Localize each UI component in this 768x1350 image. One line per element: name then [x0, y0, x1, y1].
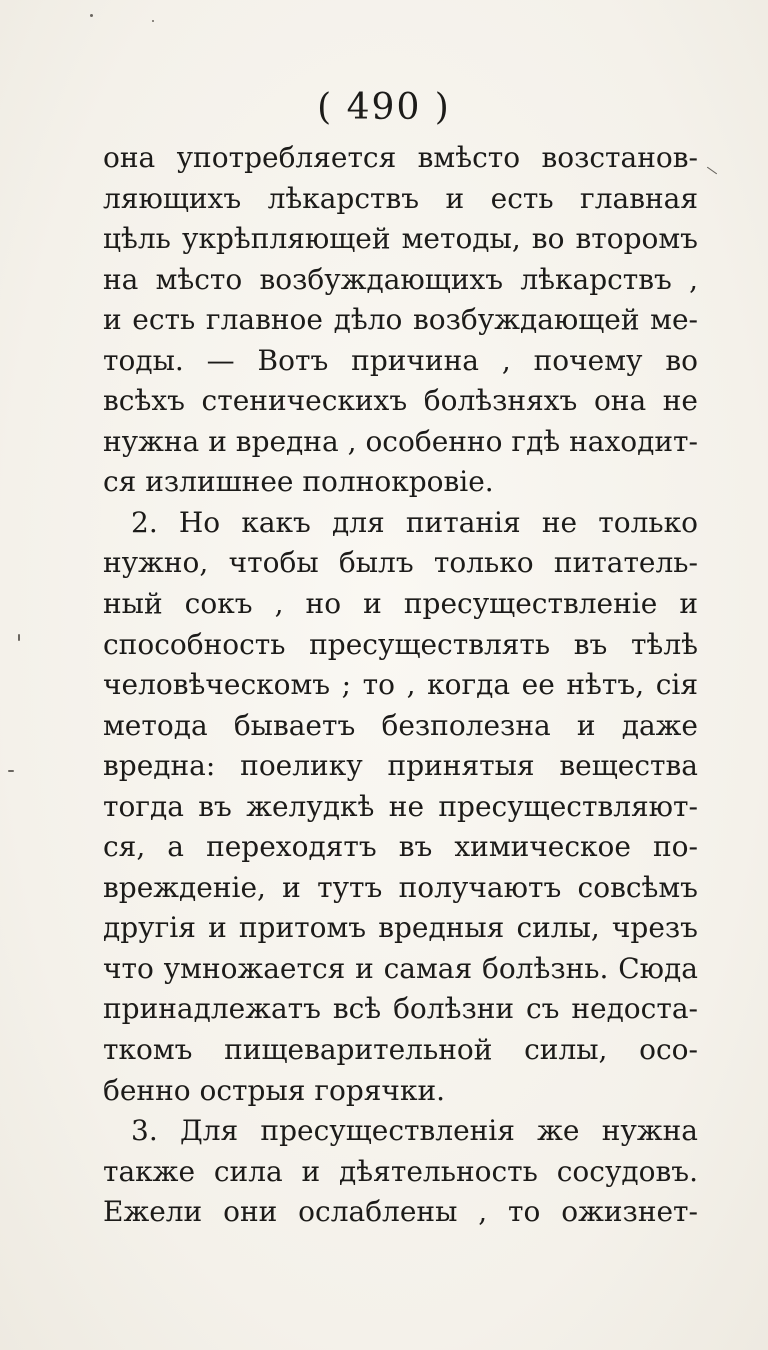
- paper-speck: [90, 14, 93, 17]
- text-line: способность пресуществлять въ тѣлѣ: [103, 627, 698, 661]
- text-line: и есть главное дѣло возбуждающей ме-: [103, 303, 698, 337]
- text-line: 3. Для пресуществленія же нужна: [131, 1114, 698, 1148]
- text-line: человѣческомъ ; то , когда ее нѣтъ, сія: [103, 668, 698, 702]
- paper-speck: [18, 634, 20, 641]
- text-line: на мѣсто возбуждающихъ лѣкарствъ ,: [103, 262, 698, 296]
- text-line: другія и притомъ вредныя силы, чрезъ: [103, 911, 698, 945]
- text-line: метода бываетъ безполезна и даже: [103, 708, 698, 742]
- text-line: тогда въ желудкѣ не пресуществляют-: [103, 789, 698, 823]
- text-line: 2. Но какъ для питанія не только: [131, 505, 698, 539]
- text-line: ный сокъ , но и пресуществленіе и: [103, 587, 698, 621]
- page-number: ( 490 ): [317, 87, 451, 128]
- text-line: ляющихъ лѣкарствъ и есть главная: [103, 181, 698, 215]
- text-line: бенно острыя горячки.: [103, 1073, 446, 1107]
- text-line: цѣль укрѣпляющей методы, во второмъ: [103, 222, 698, 256]
- text-line: нужно, чтобы былъ только питатель-: [103, 546, 698, 580]
- text-line: она употребляется вмѣсто возстанов-: [103, 141, 698, 174]
- text-line: нужна и вредна , особенно гдѣ находит-: [103, 424, 698, 458]
- text-line: Ежели они ослаблены , то ожизнет-: [103, 1195, 698, 1229]
- text-line: что умножается и самая болѣзнь. Сюда: [103, 951, 698, 985]
- text-line: тоды. — Вотъ причина , почему во: [103, 343, 698, 377]
- text-line: ся, а переходятъ въ химическое по-: [103, 830, 698, 864]
- paper-speck: [8, 770, 14, 772]
- paper-speck: [152, 20, 154, 22]
- text-line: также сила и дѣятельность сосудовъ.: [103, 1154, 698, 1188]
- body-text: [103, 138, 698, 1233]
- text-line: ся излишнее полнокровіе.: [103, 465, 494, 499]
- text-line: ткомъ пищеварительной силы, осо-: [103, 1033, 698, 1067]
- paper-speck: [707, 167, 717, 175]
- text-line: принадлежатъ всѣ болѣзни съ недоста-: [103, 992, 698, 1026]
- text-line: вредна: поелику принятыя вещества: [103, 749, 698, 783]
- text-line: всѣхъ стеническихъ болѣзняхъ она не: [103, 384, 698, 418]
- text-line: врежденіе, и тутъ получаютъ совсѣмъ: [103, 870, 698, 904]
